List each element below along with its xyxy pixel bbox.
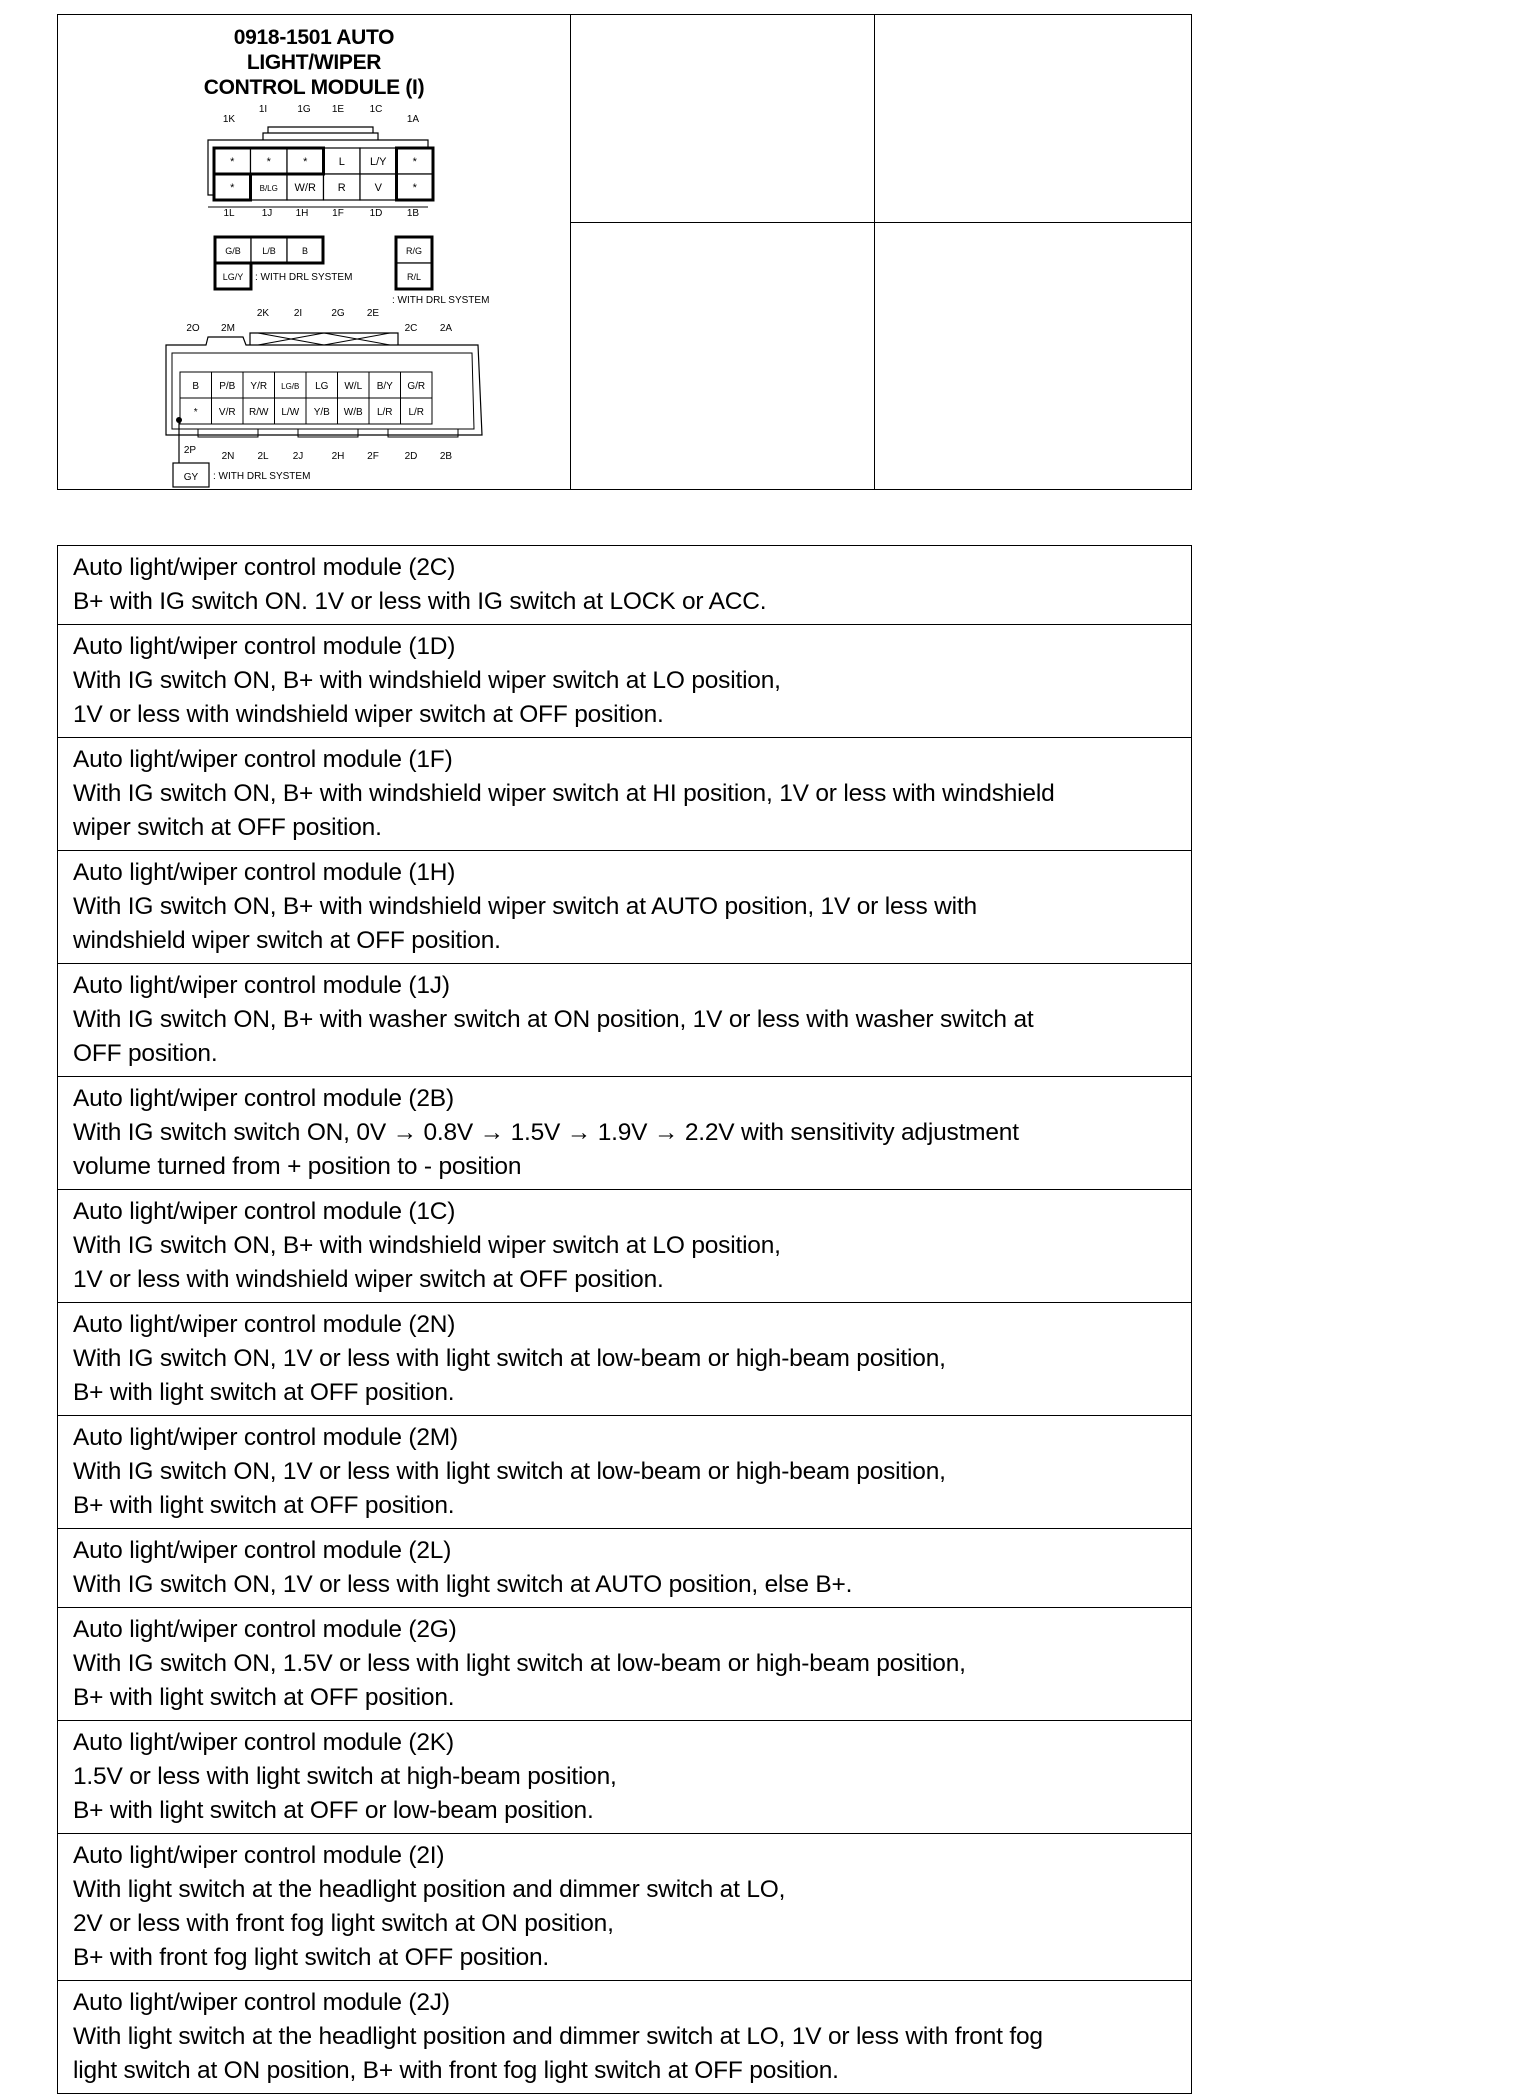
connector-latch-cross [258, 333, 390, 345]
table-row [58, 546, 1191, 624]
table-row [58, 1528, 1191, 1607]
pin-wire-color: B [301, 246, 309, 256]
pin-wire-color: * [193, 407, 198, 418]
pin-number-label: 2N [221, 451, 235, 462]
pin-wire-color: L/W [281, 407, 300, 418]
pin-number-label: 1E [331, 104, 345, 115]
row-description-line: B+ with light switch at OFF or low-beam position. [73, 1797, 594, 1824]
pin-number-label: 2M [221, 323, 235, 334]
pin-wire-color: * [230, 156, 235, 168]
row-description-line: 1V or less with windshield wiper switch at OFF position. [73, 701, 664, 728]
pin-number-label: 2B [439, 451, 453, 462]
pin-number-label: 2G [331, 308, 345, 319]
table-row [58, 850, 1191, 963]
pin-number-label: 2A [439, 323, 453, 334]
row-title: Auto light/wiper control module (2C) [73, 554, 456, 581]
row-description-line: With IG switch ON, B+ with windshield wiper switch at HI position, 1V or less with windshield [73, 780, 1055, 807]
connector-bottom-latch [198, 429, 458, 437]
pin-wire-color: * [230, 182, 235, 194]
title-line: 0918-1501 AUTO [233, 26, 395, 49]
pin-number-label: 2K [256, 308, 270, 319]
row-title: Auto light/wiper control module (2J) [73, 1989, 450, 2016]
pin-number-label: 1C [369, 104, 383, 115]
row-title: Auto light/wiper control module (2K) [73, 1729, 454, 1756]
row-description-line: With IG switch ON, 1V or less with light switch at low-beam or high-beam position, [73, 1345, 946, 1372]
pin-number-label: 1A [406, 114, 420, 125]
pin-wire-color: G/B [225, 246, 241, 256]
pin-wire-color: LG/Y [222, 272, 244, 282]
row-title: Auto light/wiper control module (1H) [73, 859, 456, 886]
connector-latch [268, 127, 373, 133]
pin-number-label: 2C [404, 323, 418, 334]
drl-leader-dot [176, 417, 182, 423]
pin-wire-color: * [412, 156, 417, 168]
pin-number-label: 2H [331, 451, 345, 462]
connector-2 [166, 308, 482, 487]
row-description-line: With light switch at the headlight position and dimmer switch at LO, [73, 1876, 786, 1903]
pin-wire-color: LG/B [281, 382, 300, 391]
row-description-line: light switch at ON position, B+ with front fog light switch at OFF position. [73, 2057, 839, 2084]
drl-note: : WITH DRL SYSTEM [213, 471, 311, 482]
row-description-line: With IG switch ON, B+ with windshield wiper switch at LO position, [73, 1232, 781, 1259]
column-divider [570, 15, 571, 489]
row-title: Auto light/wiper control module (1D) [73, 633, 456, 660]
connector-1 [208, 104, 489, 306]
pin-number-label: 2O [186, 323, 200, 334]
pin-number-label: 1H [295, 208, 309, 219]
row-description-line: B+ with light switch at OFF position. [73, 1492, 455, 1519]
row-title: Auto light/wiper control module (2N) [73, 1311, 456, 1338]
table-row [58, 624, 1191, 737]
connector-latch [250, 333, 398, 345]
pin-number-label: 1I [258, 104, 268, 115]
pin-wire-color: Y/B [313, 407, 330, 418]
pin-wire-color: R/G [405, 246, 423, 256]
row-description-line: B+ with front fog light switch at OFF position. [73, 1944, 550, 1971]
terminal-description-table [57, 545, 1192, 2094]
table-row [58, 1415, 1191, 1528]
table-row [58, 737, 1191, 850]
pin-wire-color: LG [315, 381, 329, 392]
row-title: Auto light/wiper control module (2B) [73, 1085, 454, 1112]
row-title: Auto light/wiper control module (2L) [73, 1537, 452, 1564]
pin-wire-color: L/Y [369, 156, 387, 168]
row-title: Auto light/wiper control module (2I) [73, 1842, 445, 1869]
row-description-line: With IG switch switch ON, 0V → 0.8V → 1.5V → 1.9V → 2.2V with sensitivity adjustment [73, 1119, 1019, 1146]
row-description-line: With IG switch ON, 1V or less with light switch at low-beam or high-beam position, [73, 1458, 946, 1485]
pin-number-label: 1D [369, 208, 383, 219]
row-description-line: volume turned from + position to - position [73, 1153, 522, 1180]
row-title: Auto light/wiper control module (2M) [73, 1424, 458, 1451]
pin-number-label: 2D [404, 451, 418, 462]
pin-number-label: 2I [293, 308, 303, 319]
row-description-line: With IG switch ON, 1.5V or less with light switch at low-beam or high-beam position, [73, 1650, 966, 1677]
pin-wire-color: * [266, 156, 271, 168]
row-description-line: With light switch at the headlight position and dimmer switch at LO, 1V or less with front fog [73, 2023, 1043, 2050]
pin-wire-color: GY [183, 472, 199, 483]
pin-number-label: 2P [183, 445, 197, 456]
row-description-line: B+ with light switch at OFF position. [73, 1379, 455, 1406]
table-row [58, 1189, 1191, 1302]
row-description-line: wiper switch at OFF position. [73, 814, 382, 841]
row-description-line: 1V or less with windshield wiper switch at OFF position. [73, 1266, 664, 1293]
row-description-line: With IG switch ON, B+ with windshield wiper switch at AUTO position, 1V or less with [73, 893, 977, 920]
pin-wire-color: R/W [249, 407, 269, 418]
pin-wire-color: * [412, 182, 417, 194]
pin-number-label: 1L [223, 208, 235, 219]
title-line: CONTROL MODULE (I) [203, 76, 425, 99]
table-row [58, 1302, 1191, 1415]
pin-wire-color: W/R [294, 182, 316, 194]
row-description-line: OFF position. [73, 1040, 218, 1067]
row-description-line: With IG switch ON, B+ with washer switch at ON position, 1V or less with washer switch at [73, 1006, 1034, 1033]
pin-wire-color: L/R [408, 407, 425, 418]
row-description-line: With IG switch ON, 1V or less with light switch at AUTO position, else B+. [73, 1571, 853, 1598]
table-row [58, 1720, 1191, 1833]
pin-number-label: 1F [332, 208, 344, 219]
connector-diagram-table [57, 14, 1192, 490]
table-row [58, 1076, 1191, 1189]
table-row [58, 1607, 1191, 1720]
row-title: Auto light/wiper control module (2G) [73, 1616, 457, 1643]
row-description-line: 2V or less with front fog light switch at ON position, [73, 1910, 614, 1937]
pin-number-label: 1G [297, 104, 311, 115]
pin-number-label: 2F [367, 451, 379, 462]
pin-wire-color: B/LG [259, 184, 278, 193]
pin-number-label: 2L [257, 451, 269, 462]
row-divider [570, 222, 1191, 223]
pin-wire-color: G/R [407, 381, 426, 392]
row-description-line: B+ with light switch at OFF position. [73, 1684, 455, 1711]
connector-pinout-diagram [58, 15, 570, 491]
pin-wire-color: P/B [219, 381, 236, 392]
row-description-line: B+ with IG switch ON. 1V or less with IG switch at LOCK or ACC. [73, 588, 767, 615]
pin-wire-color: L [338, 156, 345, 168]
pin-wire-color: B [192, 381, 200, 392]
row-title: Auto light/wiper control module (1F) [73, 746, 453, 773]
pin-wire-color: W/B [343, 407, 363, 418]
pin-wire-color: L/R [376, 407, 393, 418]
pin-number-label: 2J [292, 451, 304, 462]
pin-wire-color: V [374, 182, 382, 194]
row-title: Auto light/wiper control module (1C) [73, 1198, 456, 1225]
pin-number-label: 1J [261, 208, 273, 219]
row-title: Auto light/wiper control module (1J) [73, 972, 450, 999]
drl-note: : WITH DRL SYSTEM [255, 272, 353, 283]
pin-wire-color: W/L [344, 381, 363, 392]
row-description-line: windshield wiper switch at OFF position. [73, 927, 501, 954]
pin-wire-color: R [337, 182, 346, 194]
pin-wire-color: V/R [218, 407, 236, 418]
pin-wire-color: R/L [406, 272, 422, 282]
pin-number-label: 2E [366, 308, 380, 319]
pin-wire-color: L/B [262, 246, 276, 256]
table-row [58, 1980, 1191, 2093]
title-line: LIGHT/WIPER [246, 51, 382, 74]
pin-wire-color: Y/R [250, 381, 268, 392]
pin-number-label: 1K [222, 114, 236, 125]
pin-wire-color: B/Y [376, 381, 393, 392]
column-divider [874, 15, 875, 489]
pin-number-label: 1B [406, 208, 420, 219]
connector-latch [263, 133, 378, 140]
row-description-line: With IG switch ON, B+ with windshield wiper switch at LO position, [73, 667, 781, 694]
table-row [58, 963, 1191, 1076]
pin-wire-color: * [303, 156, 308, 168]
row-description-line: 1.5V or less with light switch at high-beam position, [73, 1763, 617, 1790]
table-row [58, 1833, 1191, 1980]
drl-note: : WITH DRL SYSTEM [392, 295, 490, 306]
